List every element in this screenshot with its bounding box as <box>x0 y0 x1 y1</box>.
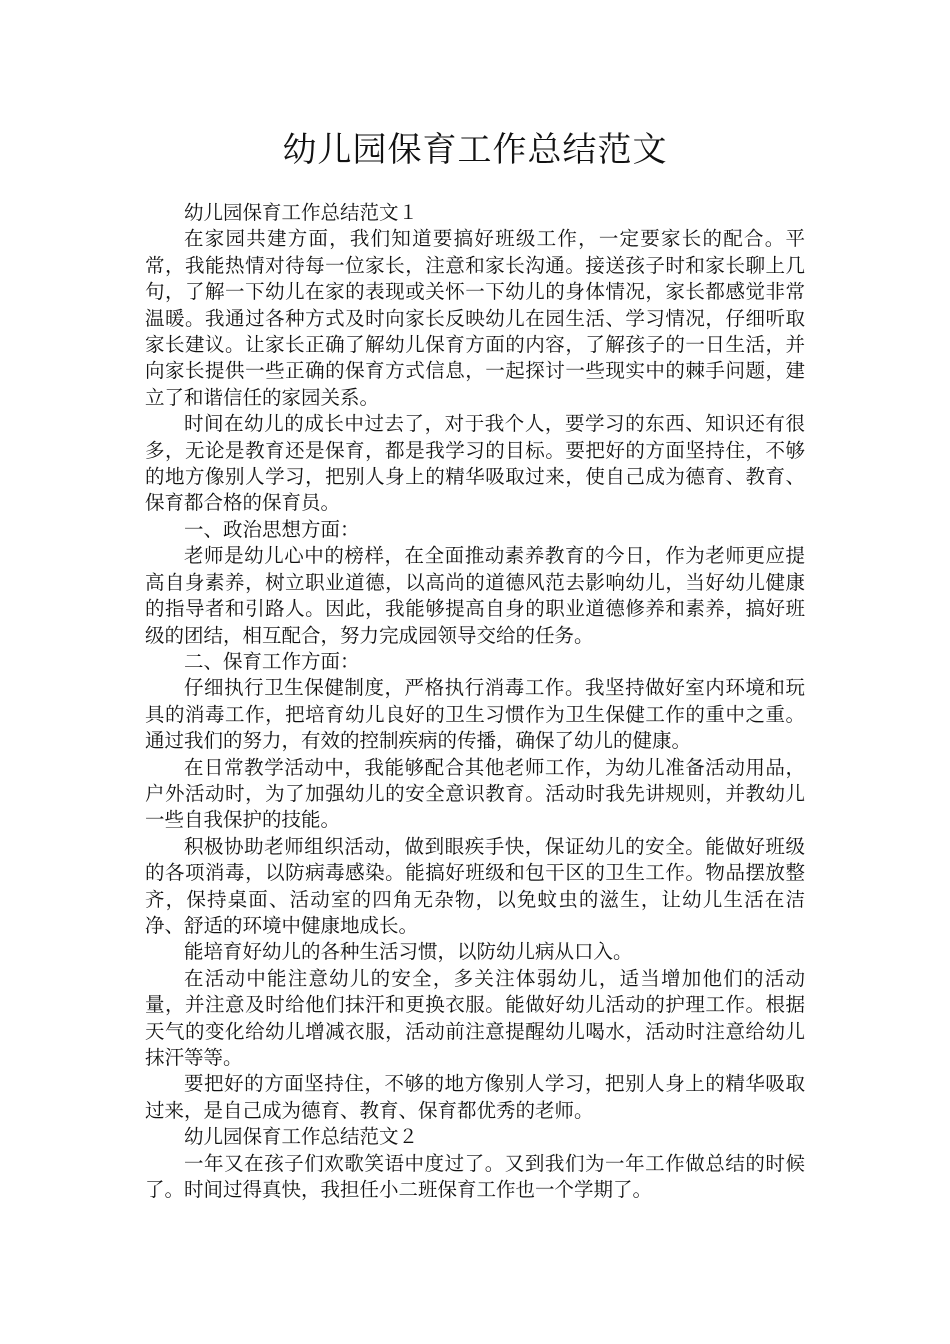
paragraph: 积极协助老师组织活动，做到眼疾手快，保证幼儿的安全。能做好班级的各项消毒，以防病毒感染。能搞好班级和包干区的卫生工作。物品摆放整齐，保持桌面、活动室的四角无杂物，以免蚊虫的滋生，让幼儿生活在洁净、舒适的环境中健康地成长。 <box>145 834 805 937</box>
paragraph: 时间在幼儿的成长中过去了，对于我个人，要学习的东西、知识还有很多，无论是教育还是保育，都是我学习的目标。要把好的方面坚持住，不够的地方像别人学习，把别人身上的精华吸取过来，使自己成为德育、教育、保育都合格的保育员。 <box>145 412 805 515</box>
section-heading-1: 幼儿园保育工作总结范文１ <box>184 201 419 224</box>
section-heading-2: 幼儿园保育工作总结范文２ <box>184 1125 419 1149</box>
paragraph: 能培育好幼儿的各种生活习惯，以防幼儿病从口入。 <box>184 940 633 964</box>
document-title: 幼儿园保育工作总结范文 <box>282 130 668 170</box>
paragraph: 在活动中能注意幼儿的安全，多关注体弱幼儿，适当增加他们的活动量，并注意及时给他们抹汗和更换衣服。能做好幼儿活动的护理工作。根据天气的变化给幼儿增减衣服，活动前注意提醒幼儿喝水，活动时注意给幼儿抹汗等等。 <box>145 966 805 1069</box>
paragraph: 仔细执行卫生保健制度，严格执行消毒工作。我坚持做好室内环境和玩具的消毒工作，把培育幼儿良好的卫生习惯作为卫生保健工作的重中之重。通过我们的努力，有效的控制疾病的传播，确保了幼儿的健康。 <box>145 676 805 753</box>
subheading-politics: 一、政治思想方面： <box>184 517 360 541</box>
paragraph: 要把好的方面坚持住，不够的地方像别人学习，把别人身上的精华吸取过来，是自己成为德育、教育、保育都优秀的老师。 <box>145 1072 805 1122</box>
paragraph: 一年又在孩子们欢歌笑语中度过了。又到我们为一年工作做总结的时候了。时间过得真快，我担任小二班保育工作也一个学期了。 <box>145 1151 805 1202</box>
document-body <box>145 200 805 1203</box>
subheading-care-work: 二、保育工作方面： <box>184 649 360 673</box>
paragraph: 老师是幼儿心中的榜样，在全面推动素养教育的今日，作为老师更应提高自身素养，树立职业道德，以高尚的道德风范去影响幼儿，当好幼儿健康的指导者和引路人。因此，我能够提高自身的职业道德修养和素养，搞好班级的团结，相互配合，努力完成园领导交给的任务。 <box>145 544 805 647</box>
paragraph: 在日常教学活动中，我能够配合其他老师工作，为幼儿准备活动用品，户外活动时，为了加强幼儿的安全意识教育。活动时我先讲规则，并教幼儿一些自我保护的技能。 <box>145 755 805 832</box>
paragraph: 在家园共建方面，我们知道要搞好班级工作，一定要家长的配合。平常，我能热情对待每一位家长，注意和家长沟通。接送孩子时和家长聊上几句，了解一下幼儿在家的表现或关怀一下幼儿的身体情况，家长都感觉非常温暖。我通过各种方式及时向家长反映幼儿在园生活、学习情况，仔细听取家长建议。让家长正确了解幼儿保育方面的内容，了解孩子的一日生活，并向家长提供一些正确的保育方式信息，一起探讨一些现实中的棘手问题，建立了和谐信任的家园关系。 <box>145 227 805 409</box>
